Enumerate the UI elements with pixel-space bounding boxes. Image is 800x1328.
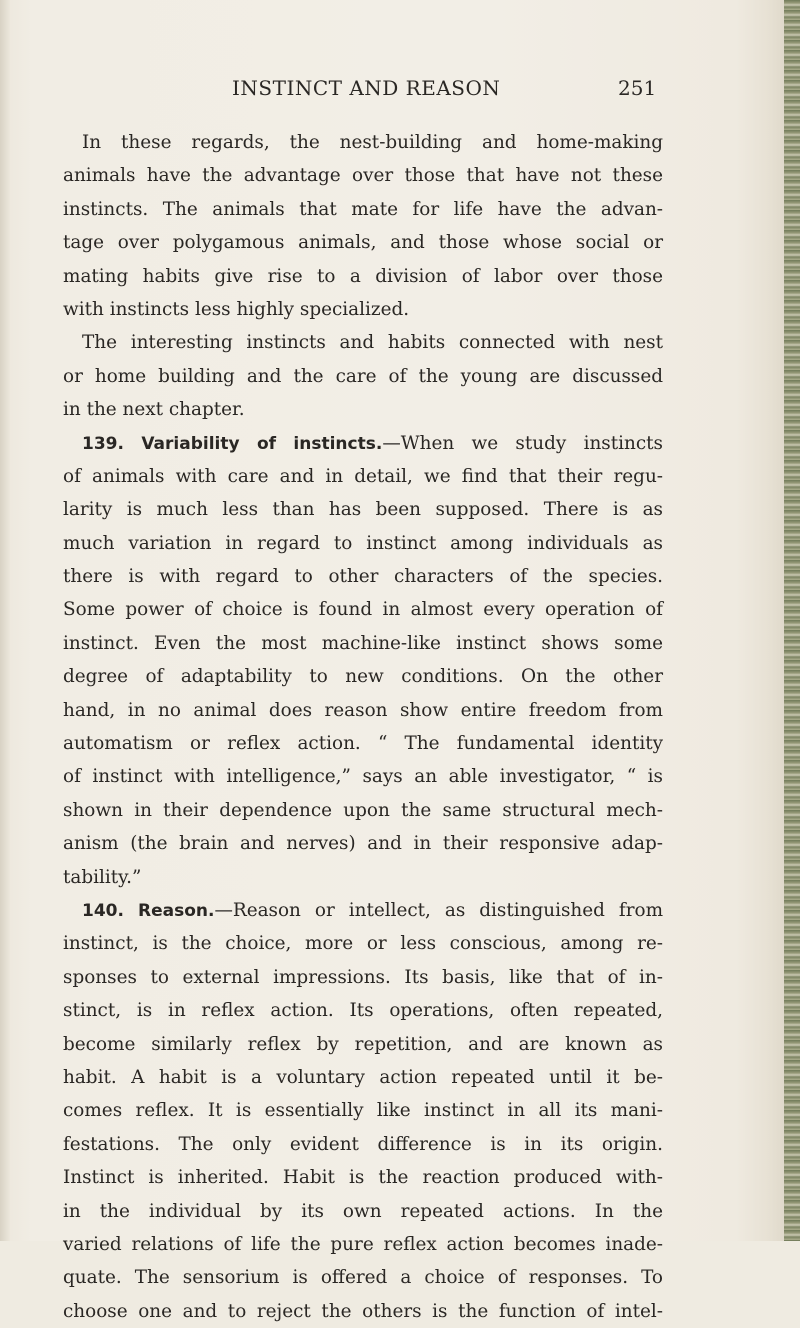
- text-line: become similarly reflex by repetition, and are known as: [63, 1033, 663, 1055]
- page-body-text: [63, 126, 663, 1328]
- text-line: hand, in no animal does reason show entire freedom from: [63, 699, 663, 721]
- text-line: larity is much less than has been supposed. There is as: [63, 499, 663, 521]
- text-line: instincts. The animals that mate for life have the advan-: [63, 198, 663, 220]
- text-line: automatism or reflex action. “ The fundamental identity: [63, 733, 663, 755]
- section-heading-139: 139. Variability of instincts.: [82, 433, 383, 454]
- text-line: there is with regard to other characters of the species.: [63, 566, 663, 588]
- text-line: In these regards, the nest-building and home-making: [82, 132, 663, 153]
- page-edge-binding: [784, 0, 800, 1241]
- text-line: festations. The only evident difference is in its origin.: [63, 1133, 663, 1155]
- text-line-fragment: —When we study instincts: [382, 432, 663, 454]
- text-line-fragment: —Reason or intellect, as distinguished from: [214, 899, 664, 921]
- text-line: quate. The sensorium is offered a choice of responses. To: [63, 1267, 663, 1289]
- text-line: of animals with care and in detail, we find that their regu-: [63, 465, 663, 487]
- text-line: anism (the brain and nerves) and in their responsive adap-: [63, 833, 663, 855]
- section-heading-140: 140. Reason.: [82, 900, 215, 921]
- running-head: [0, 76, 800, 106]
- text-line: sponses to external impressions. Its basis, like that of in-: [63, 966, 663, 988]
- section-140-line: [63, 894, 663, 927]
- text-line: The interesting instincts and habits connected with nest: [82, 332, 663, 354]
- text-line: or home building and the care of the young are discussed: [63, 365, 663, 387]
- running-head-title: INSTINCT AND REASON: [232, 76, 501, 100]
- text-line: Instinct is inherited. Habit is the reaction produced with-: [63, 1167, 663, 1189]
- text-line: degree of adaptability to new conditions. On the other: [63, 666, 663, 688]
- text-line: instinct, is the choice, more or less conscious, among re-: [63, 933, 663, 955]
- section-139-line: [63, 427, 663, 460]
- text-line: tability.”: [63, 866, 142, 888]
- text-line: animals have the advantage over those that have not these: [63, 165, 663, 187]
- text-line: shown in their dependence upon the same structural mech-: [63, 799, 663, 821]
- text-line: in the next chapter.: [63, 399, 245, 421]
- text-line: mating habits give rise to a division of labor over those: [63, 265, 663, 287]
- text-line: comes reflex. It is essentially like instinct in all its mani-: [63, 1100, 663, 1122]
- text-line: in the individual by its own repeated actions. In the: [63, 1200, 663, 1222]
- text-line: choose one and to reject the others is the function of intel-: [63, 1300, 663, 1322]
- text-line: habit. A habit is a voluntary action repeated until it be-: [63, 1066, 663, 1088]
- text-line: tage over polygamous animals, and those whose social or: [63, 232, 663, 254]
- text-line: with instincts less highly specialized.: [63, 298, 410, 320]
- text-line: much variation in regard to instinct among individuals as: [63, 532, 663, 554]
- text-line: Some power of choice is found in almost every operation of: [63, 599, 663, 621]
- text-line: of instinct with intelligence,” says an able investigator, “ is: [63, 766, 663, 788]
- text-line: varied relations of life the pure reflex action becomes inade-: [63, 1233, 663, 1255]
- text-line: stinct, is in reflex action. Its operations, often repeated,: [63, 1000, 663, 1022]
- text-line: instinct. Even the most machine-like instinct shows some: [63, 632, 663, 654]
- page-gutter-shadow: [0, 0, 10, 1241]
- page-number: 251: [618, 76, 657, 100]
